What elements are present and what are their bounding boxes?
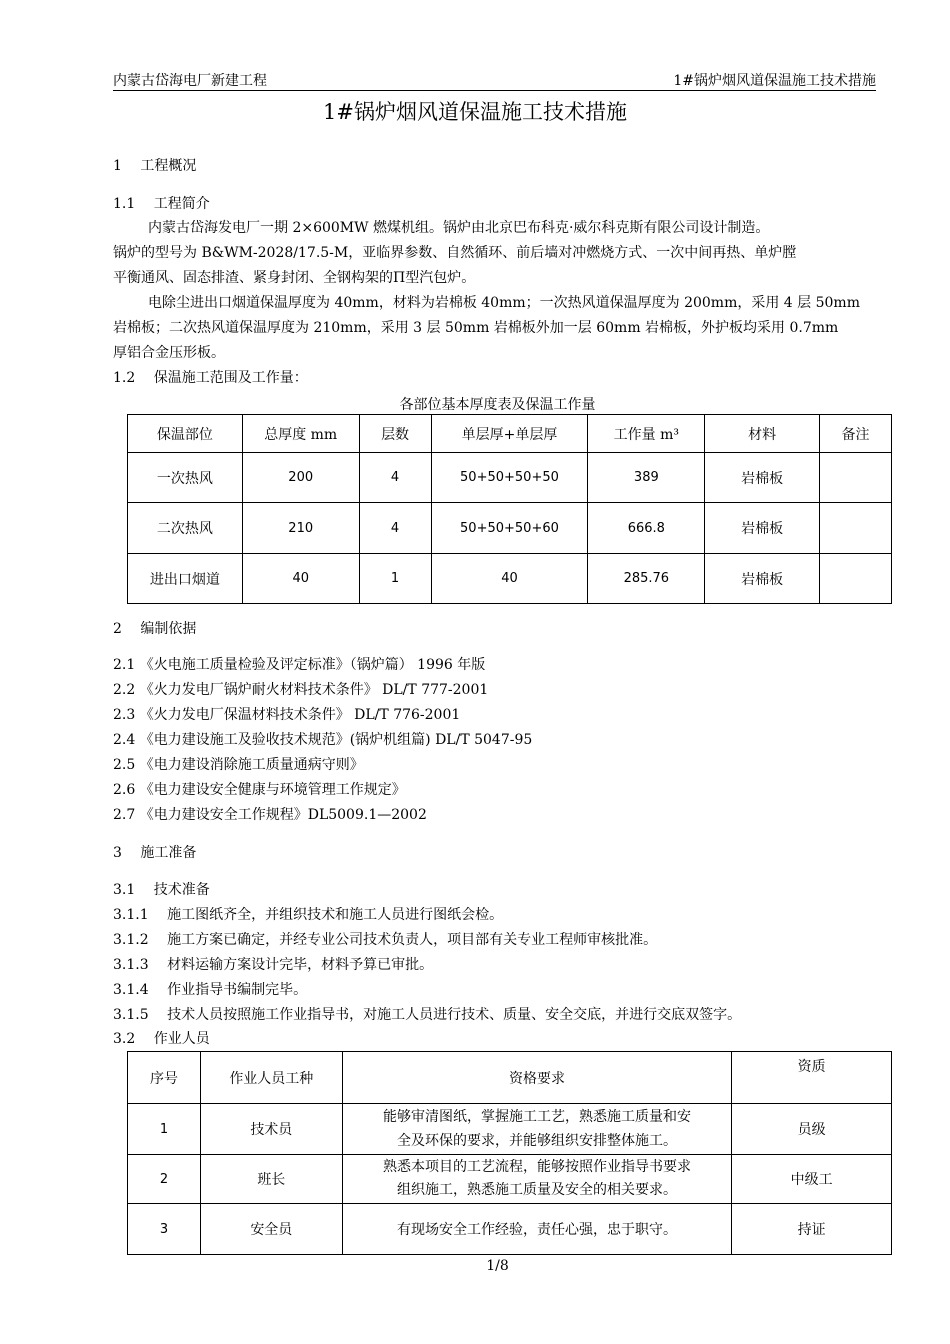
table-cell: 40	[242, 554, 359, 604]
requirement-line: 全及环保的要求，并能够组织安排整体施工。	[396, 1133, 677, 1149]
table-cell	[342, 1155, 731, 1204]
paragraph-line: 厚铝合金压形板。	[113, 345, 225, 361]
reference-item: 2.2 《火力发电厂锅炉耐火材料技术条件》 DL/T 777-2001	[113, 682, 489, 698]
paragraph-line: 锅炉的型号为 B&WM-2028/17.5-M，亚临界参数、自然循环、前后墙对冲燃烧方式、一次中间再热、单炉膛	[113, 245, 797, 261]
paragraph-line: 平衡通风、固态排渣、紧身封闭、全钢构架的Π型汽包炉。	[113, 270, 476, 286]
section-1-1-heading: 1.1 工程简介	[113, 196, 210, 212]
table-cell: 持证	[732, 1204, 892, 1255]
table-cell: 4	[359, 453, 431, 503]
table-cell: 技术员	[200, 1104, 342, 1155]
reference-item: 2.1 《火电施工质量检验及评定标准》（锅炉篇） 1996 年版	[113, 657, 486, 673]
table-cell: 进出口烟道	[128, 554, 243, 604]
preparation-item: 3.1.3 材料运输方案设计完毕，材料予算已审批。	[113, 957, 434, 973]
table-cell	[342, 1104, 731, 1155]
table-header-row	[128, 1052, 892, 1104]
table-header-row	[128, 415, 892, 453]
reference-item: 2.6 《电力建设安全健康与环境管理工作规定》	[113, 782, 406, 798]
header-document-title: 1#锅炉烟风道保温施工技术措施	[673, 73, 876, 89]
table-cell: 有现场安全工作经验，责任心强，忠于职守。	[342, 1204, 731, 1255]
table-cell	[820, 554, 892, 604]
table-cell: 二次热风	[128, 503, 243, 554]
table-header-cell: 层数	[359, 415, 431, 453]
table-cell: 岩棉板	[705, 453, 820, 503]
table-cell: 1	[359, 554, 431, 604]
preparation-item: 3.1.5 技术人员按照施工作业指导书，对施工人员进行技术、质量、安全交底，并进行交底双签字。	[113, 1007, 742, 1023]
table-header-cell: 备注	[820, 415, 892, 453]
table-cell: 389	[588, 453, 705, 503]
table-cell: 2	[128, 1155, 201, 1204]
table-cell: 1	[128, 1104, 201, 1155]
section-3-2-heading: 3.2 作业人员	[113, 1031, 210, 1047]
table-header-cell: 材料	[705, 415, 820, 453]
table-header-cell: 作业人员工种	[200, 1052, 342, 1104]
document-title: 1#锅炉烟风道保温施工技术措施	[323, 100, 627, 124]
table-cell: 员级	[732, 1104, 892, 1155]
header-project-name: 内蒙古岱海电厂新建工程	[113, 73, 267, 89]
table-row	[128, 1204, 892, 1255]
table-cell: 岩棉板	[705, 554, 820, 604]
table-row	[128, 1104, 892, 1155]
table-header-cell: 序号	[128, 1052, 201, 1104]
page-header	[113, 70, 876, 91]
table-cell: 285.76	[588, 554, 705, 604]
table-cell: 岩棉板	[705, 503, 820, 554]
table-caption: 各部位基本厚度表及保温工作量	[399, 397, 596, 413]
table-cell: 50+50+50+50	[431, 453, 588, 503]
table-header-cell: 资质	[732, 1052, 892, 1104]
paragraph-line: 岩棉板；二次热风道保温厚度为 210mm，采用 3 层 50mm 岩棉板外加一层 60mm 岩棉板，外护板均采用 0.7mm	[113, 320, 839, 336]
preparation-item: 3.1.2 施工方案已确定，并经专业公司技术负责人，项目部有关专业工程师审核批准。	[113, 932, 658, 948]
section-3-heading: 3 施工准备	[113, 845, 197, 861]
section-3-1-heading: 3.1 技术准备	[113, 882, 210, 898]
table-row	[128, 453, 892, 503]
section-1-heading: 1 工程概况	[113, 158, 197, 174]
reference-item: 2.5 《电力建设消除施工质量通病守则》	[113, 757, 364, 773]
table-row	[128, 503, 892, 554]
reference-item: 2.3 《火力发电厂保温材料技术条件》 DL/T 776-2001	[113, 707, 461, 723]
requirement-line: 组织施工，熟悉施工质量及安全的相关要求。	[396, 1182, 677, 1198]
table-cell: 200	[242, 453, 359, 503]
table-cell	[820, 453, 892, 503]
table-header-cell: 保温部位	[128, 415, 243, 453]
paragraph-line: 电除尘进出口烟道保温厚度为 40mm，材料为岩棉板 40mm；一次热风道保温厚度为 200mm，采用 4 层 50mm	[148, 295, 860, 311]
reference-item: 2.7 《电力建设安全工作规程》DL5009.1—2002	[113, 807, 427, 823]
reference-item: 2.4 《电力建设施工及验收技术规范》(锅炉机组篇) DL/T 5047-95	[113, 732, 533, 748]
page-number: 1/8	[486, 1258, 509, 1274]
thickness-workload-table	[127, 414, 892, 604]
table-cell: 班长	[200, 1155, 342, 1204]
table-cell: 安全员	[200, 1204, 342, 1255]
table-header-cell: 单层厚+单层厚	[431, 415, 588, 453]
table-row	[128, 1155, 892, 1204]
section-1-2-heading: 1.2 保温施工范围及工作量：	[113, 370, 308, 386]
table-cell	[820, 503, 892, 554]
table-row	[128, 554, 892, 604]
table-cell: 3	[128, 1204, 201, 1255]
table-header-cell: 工作量 m³	[588, 415, 705, 453]
section-2-heading: 2 编制依据	[113, 621, 197, 637]
table-cell: 40	[431, 554, 588, 604]
table-cell: 4	[359, 503, 431, 554]
requirement-line: 熟悉本项目的工艺流程，能够按照作业指导书要求	[382, 1159, 691, 1175]
paragraph-line: 内蒙古岱海发电厂一期 2×600MW 燃煤机组。锅炉由北京巴布科克·威尔科克斯有限公司设计制造。	[148, 220, 770, 236]
preparation-item: 3.1.4 作业指导书编制完毕。	[113, 982, 308, 998]
table-cell: 一次热风	[128, 453, 243, 503]
requirement-line: 能够审清图纸，掌握施工工艺，熟悉施工质量和安	[382, 1109, 691, 1125]
table-cell: 210	[242, 503, 359, 554]
table-cell: 50+50+50+60	[431, 503, 588, 554]
table-cell: 666.8	[588, 503, 705, 554]
personnel-table	[127, 1051, 892, 1255]
table-header-cell: 总厚度 mm	[242, 415, 359, 453]
table-cell: 中级工	[732, 1155, 892, 1204]
table-header-cell: 资格要求	[342, 1052, 731, 1104]
preparation-item: 3.1.1 施工图纸齐全，并组织技术和施工人员进行图纸会检。	[113, 907, 504, 923]
